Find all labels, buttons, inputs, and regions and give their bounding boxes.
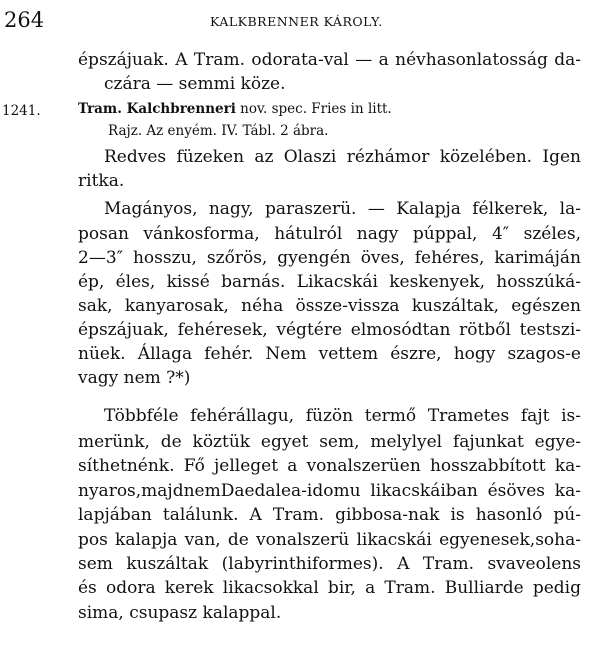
entry-heading [78, 103, 392, 117]
prev-paragraph-line-1: épszájuak. A Tram. odorata-val — a névhasonlatosság da- [78, 50, 581, 70]
description-line: sak, kanyarosak, néha össze-vissza kuszáltak, egészen [78, 296, 581, 316]
figure-reference: Rajz. Az enyém. IV. Tábl. 2 ábra. [108, 123, 329, 139]
description-line: ép, éles, kissé barnás. Likacskái keskenyek, hosszúká- [78, 272, 581, 292]
species-name: Tram. Kalchbrenneri [78, 101, 236, 117]
description-line: épszájuak, fehéresek, végtére elmosódtan rötből testszi- [78, 320, 581, 340]
page-number: 264 [4, 8, 45, 32]
discussion-line: nyaros,majdnemDaedalea-idomu likacskáiban ésöves ka- [78, 481, 581, 501]
habitat-line-2: ritka. [78, 171, 125, 191]
discussion-line: síthetnénk. Fő jelleget a vonalszerüen hosszabbított ka- [78, 456, 581, 476]
habitat-line-1: Redves füzeken az Olaszi rézhámor közelében. Igen [104, 147, 581, 167]
description-line: vagy nem ?*) [78, 368, 191, 388]
discussion-line: merünk, de köztük egyet sem, melylyel fajunkat egye- [78, 432, 581, 452]
prev-paragraph-line-2: czára — semmi köze. [104, 74, 286, 94]
discussion-line: és odora kerek likacsokkal bir, a Tram. Bulliarde pedig [78, 578, 581, 598]
discussion-line: sima, csupasz kalappal. [78, 603, 282, 623]
description-line: 2—3″ hosszu, szőrös, gyengén öves, fehéres, karimáján [78, 248, 581, 268]
entry-number: 1241. [2, 103, 41, 119]
description-line: Magányos, nagy, paraszerü. — Kalapja félkerek, la- [104, 199, 581, 219]
description-line: posan vánkosforma, hátulról nagy púppal, 4″ széles, [78, 224, 581, 244]
species-authority: nov. spec. Fries in litt. [240, 101, 392, 117]
discussion-line: Többféle fehérállagu, füzön termő Trametes fajt is- [104, 406, 581, 426]
description-line: nüek. Állaga fehér. Nem vettem észre, hogy szagos-e [78, 344, 581, 364]
running-title: KALKBRENNER KÁROLY. [210, 14, 383, 29]
discussion-line: lapjában találunk. A Tram. gibbosa-nak is hasonló pú- [78, 505, 581, 525]
discussion-line: pos kalapja van, de vonalszerü likacskái egyenesek,soha- [78, 530, 581, 550]
discussion-line: sem kuszáltak (labyrinthiformes). A Tram. svaveolens [78, 554, 581, 574]
